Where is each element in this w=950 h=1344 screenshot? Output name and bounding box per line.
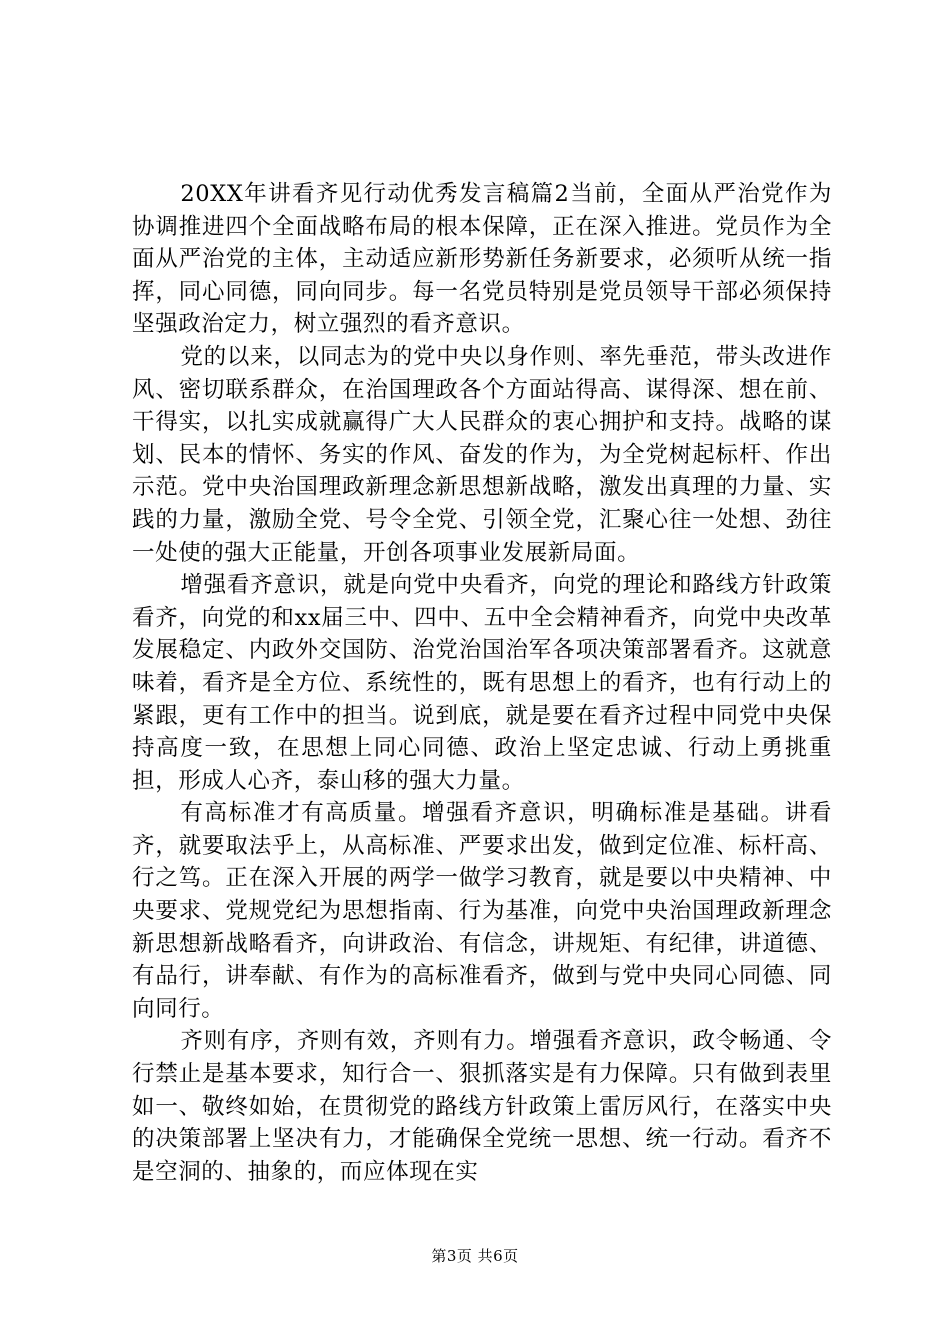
paragraph-4: 有高标准才有高质量。增强看齐意识，明确标准是基础。讲看齐，就要取法乎上，从高标准、严要求出发，做到定位准、标杆高、行之笃。正在深入开展的两学一做学习教育，就是要以中央精神、中央要求、党规党纪为思想指南、行为基准，向党中央治国理政新理念新思想新战略看齐，向讲政治、有信念，讲规矩、有纪律，讲道德、有品行，讲奉献、有作为的高标准看齐，做到与党中央同心同德、同向同行。 [132, 800, 832, 1022]
paragraph-1: 20XX年讲看齐见行动优秀发言稿篇2当前，全面从严治党作为协调推进四个全面战略布局的根本保障，正在深入推进。党员作为全面从严治党的主体，主动适应新形势新任务新要求，必须听从统一指挥，同心同德，同向同步。每一名党员特别是党员领导干部必须保持坚强政治定力，树立强烈的看齐意识。 [132, 181, 832, 338]
document-body [132, 178, 832, 1188]
paragraph-5: 齐则有序，齐则有效，齐则有力。增强看齐意识，政令畅通、令行禁止是基本要求，知行合一、狠抓落实是有力保障。只有做到表里如一、敬终如始，在贯彻党的路线方针政策上雷厉风行，在落实中央的决策部署上坚决有力，才能确保全党统一思想、统一行动。看齐不是空洞的、抽象的，而应体现在实 [132, 1028, 832, 1185]
page-number-footer: 第3页 共6页 [431, 1247, 519, 1265]
paragraph-2: 党的以来，以同志为的党中央以身作则、率先垂范，带头改进作风、密切联系群众，在治国理政各个方面站得高、谋得深、想在前、干得实，以扎实成就赢得广大人民群众的衷心拥护和支持。战略的谋划、民本的情怀、务实的作风、奋发的作为，为全党树起标杆、作出示范。党中央治国理政新理念新思想新战略，激发出真理的力量、实践的力量，激励全党、号令全党、引领全党，汇聚心往一处想、劲往一处使的强大正能量，开创各项事业发展新局面。 [132, 343, 832, 566]
paragraph-3: 增强看齐意识，就是向党中央看齐，向党的理论和路线方针政策看齐，向党的和xx届三中、四中、五中全会精神看齐，向党中央改革发展稳定、内政外交国防、治党治国治军各项决策部署看齐。这就意味着，看齐是全方位、系统性的，既有思想上的看齐，也有行动上的紧跟，更有工作中的担当。说到底，就是要在看齐过程中同党中央保持高度一致，在思想上同心同德、政治上坚定忠诚、行动上勇挑重担，形成人心齐，泰山移的强大力量。 [132, 572, 832, 794]
